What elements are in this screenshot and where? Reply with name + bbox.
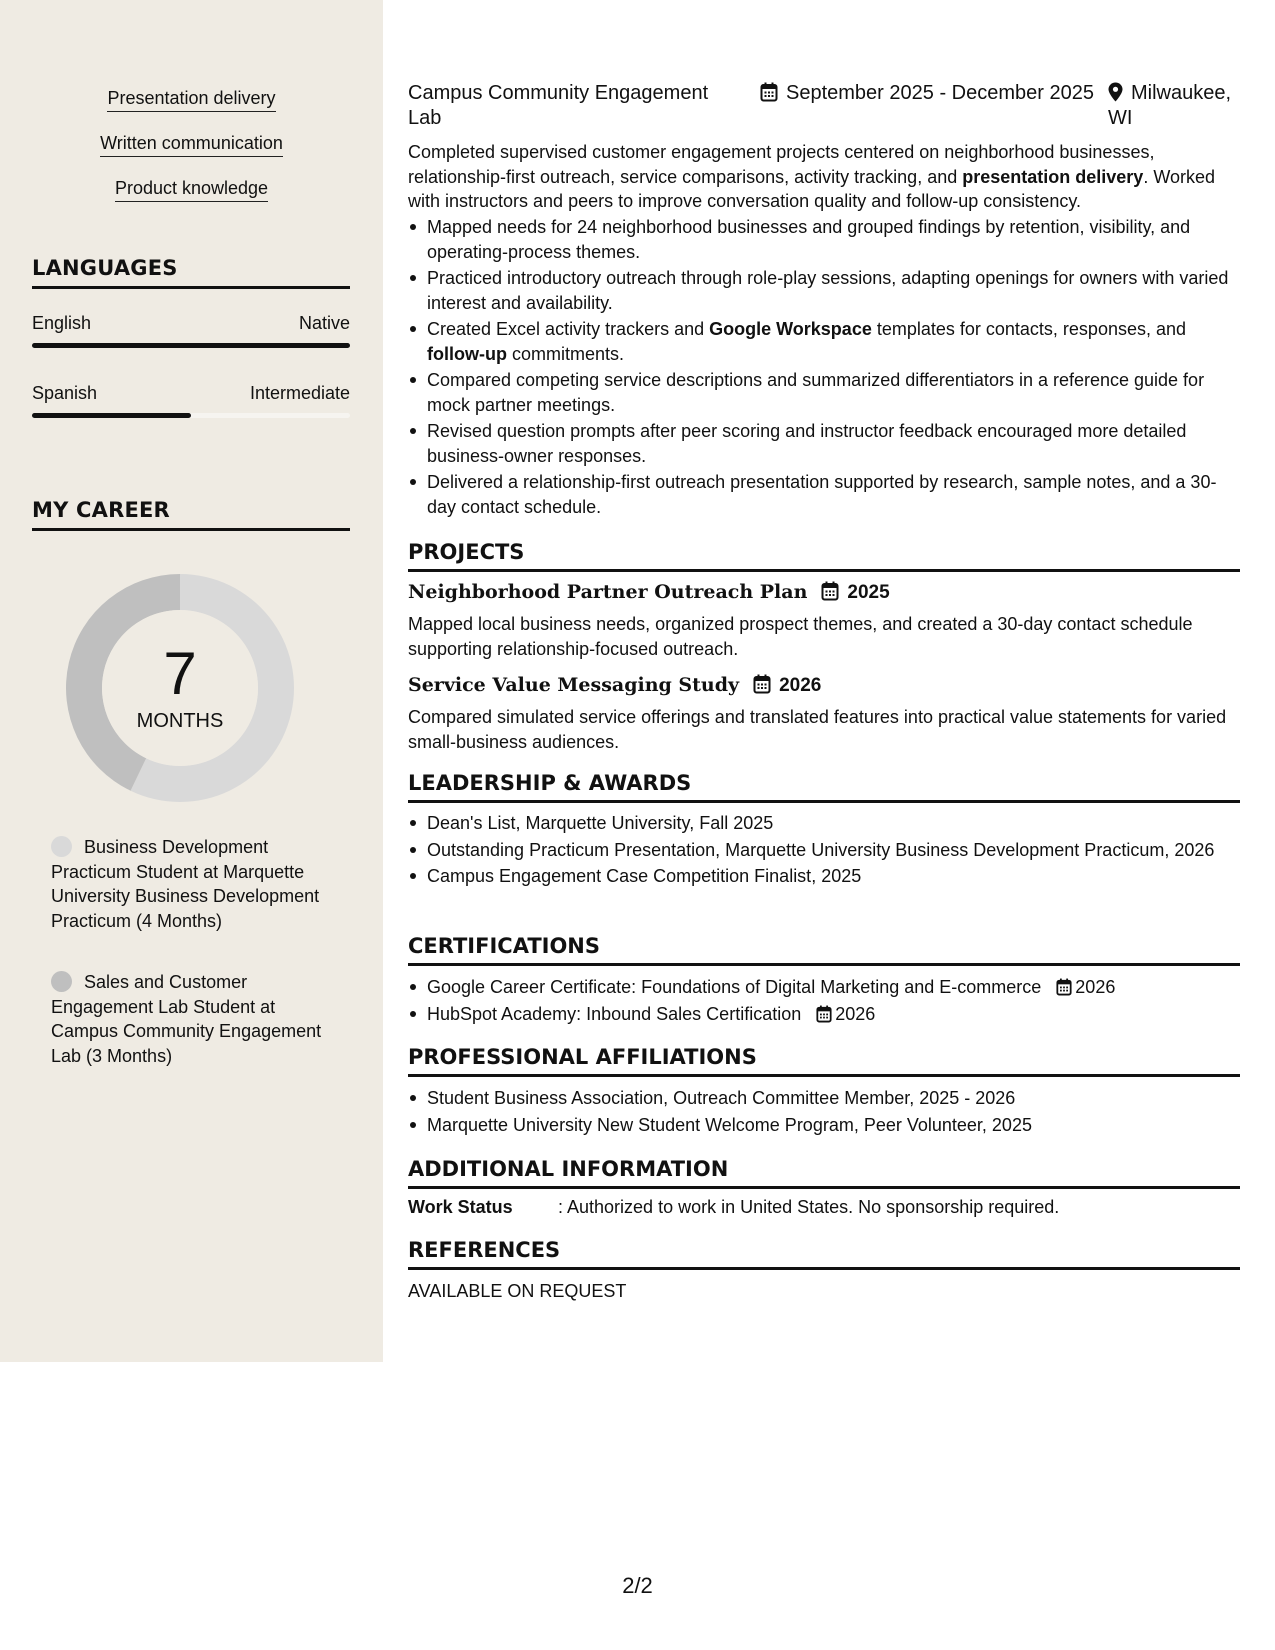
- list-item: Marquette University New Student Welcome Program, Peer Volunteer, 2025: [408, 1113, 1240, 1138]
- calendar-icon: [760, 82, 778, 102]
- language-proficiency-bar: [32, 343, 350, 348]
- language-row: [32, 383, 350, 404]
- language-row: [32, 313, 350, 334]
- skill-tag: Written communication: [0, 133, 383, 157]
- career-total-unit: MONTHS: [136, 710, 224, 732]
- projects-heading: PROJECTS: [408, 540, 1240, 572]
- leadership-heading: LEADERSHIP & AWARDS: [408, 771, 1240, 803]
- language-level: Intermediate: [249, 383, 350, 403]
- skill-tag: Presentation delivery: [0, 88, 383, 112]
- project-title: Neighborhood Partner Outreach Plan 2025: [408, 581, 890, 603]
- work-status-label: Work Status: [408, 1197, 513, 1217]
- career-heading: MY CAREER: [32, 498, 350, 531]
- project-description: Mapped local business needs, organized prospect themes, and created a 30-day contact schedule supporting relationship-focused outreach.: [408, 614, 1193, 659]
- languages-heading: LANGUAGES: [32, 256, 350, 289]
- certifications-heading: CERTIFICATIONS: [408, 934, 1240, 966]
- list-item: Delivered a relationship-first outreach presentation supported by research, sample notes, and a 30-day contact schedule.: [408, 470, 1240, 519]
- calendar-icon: [753, 674, 771, 694]
- sidebar: [0, 0, 383, 1362]
- work-status-value: : Authorized to work in United States. No sponsorship required.: [558, 1197, 1060, 1217]
- list-item: Dean's List, Marquette University, Fall 2025: [408, 811, 1240, 836]
- job-bullets: [408, 215, 1240, 521]
- list-item: Mapped needs for 24 neighborhood businesses and grouped findings by retention, visibility, and operating-process themes.: [408, 215, 1240, 264]
- job-dates: September 2025 - December 2025: [760, 81, 1094, 106]
- project-title: Service Value Messaging Study 2026: [408, 674, 822, 696]
- list-item: Revised question prompts after peer scoring and instructor feedback encouraged more detailed business-owner responses.: [408, 419, 1240, 468]
- career-item: Sales and Customer Engagement Lab Student at Campus Community Engagement Lab (3 Months): [51, 972, 322, 1066]
- list-item: Created Excel activity trackers and Google Workspace templates for contacts, responses, and follow-up commitments.: [408, 317, 1240, 366]
- list-item: Google Career Certificate: Foundations of Digital Marketing and E-commerce 2026: [408, 975, 1240, 1000]
- leadership-list: [408, 811, 1240, 891]
- certifications-list: [408, 975, 1240, 1028]
- language-proficiency-fill: [32, 343, 350, 348]
- legend-dot: [51, 971, 72, 992]
- calendar-icon: [1056, 978, 1072, 996]
- career-total-number: 7: [163, 640, 197, 707]
- legend-dot: [51, 836, 72, 857]
- affiliations-heading: PROFESSIONAL AFFILIATIONS: [408, 1045, 1240, 1077]
- language-name: Spanish: [32, 383, 98, 403]
- list-item: Outstanding Practicum Presentation, Marquette University Business Development Practicum, 2026: [408, 838, 1240, 863]
- additional-info-heading: ADDITIONAL INFORMATION: [408, 1157, 1240, 1189]
- affiliations-list: [408, 1086, 1240, 1139]
- references-text: AVAILABLE ON REQUEST: [408, 1281, 627, 1301]
- job-company: Campus Community Engagement Lab: [408, 82, 709, 129]
- language-name: English: [32, 313, 92, 333]
- list-item: Student Business Association, Outreach Committee Member, 2025 - 2026: [408, 1086, 1240, 1111]
- language-proficiency-bar: [32, 413, 350, 418]
- skill-tag: Product knowledge: [0, 178, 383, 202]
- calendar-icon: [821, 581, 839, 601]
- work-status-row: [408, 1197, 1059, 1218]
- language-proficiency-fill: [32, 413, 191, 418]
- job-header: [408, 81, 1240, 131]
- list-item: Compared competing service descriptions and summarized differentiators in a reference guide for mock partner meetings.: [408, 368, 1240, 417]
- list-item: Campus Engagement Case Competition Finalist, 2025: [408, 864, 1240, 889]
- language-level: Native: [298, 313, 350, 333]
- job-summary: Completed supervised customer engagement projects centered on neighborhood businesses, relationship-first outreach, service comparisons, activity tracking, and presentation delivery. Worked with instructors and peers to improve conversation quality and follow-up consistency.: [408, 142, 1216, 211]
- project-description: Compared simulated service offerings and translated features into practical value statements for varied small-business audiences.: [408, 707, 1227, 752]
- page-number: 2/2: [622, 1573, 653, 1598]
- job-location: Milwaukee, WI: [1108, 82, 1232, 129]
- references-heading: REFERENCES: [408, 1238, 1240, 1270]
- career-item: Business Development Practicum Student at Marquette University Business Development Practicum (4 Months): [51, 837, 320, 931]
- calendar-icon: [816, 1005, 832, 1023]
- location-pin-icon: [1108, 82, 1123, 102]
- list-item: Practiced introductory outreach through role-play sessions, adapting openings for owners with varied interest and availability.: [408, 266, 1240, 315]
- list-item: HubSpot Academy: Inbound Sales Certification 2026: [408, 1002, 1240, 1027]
